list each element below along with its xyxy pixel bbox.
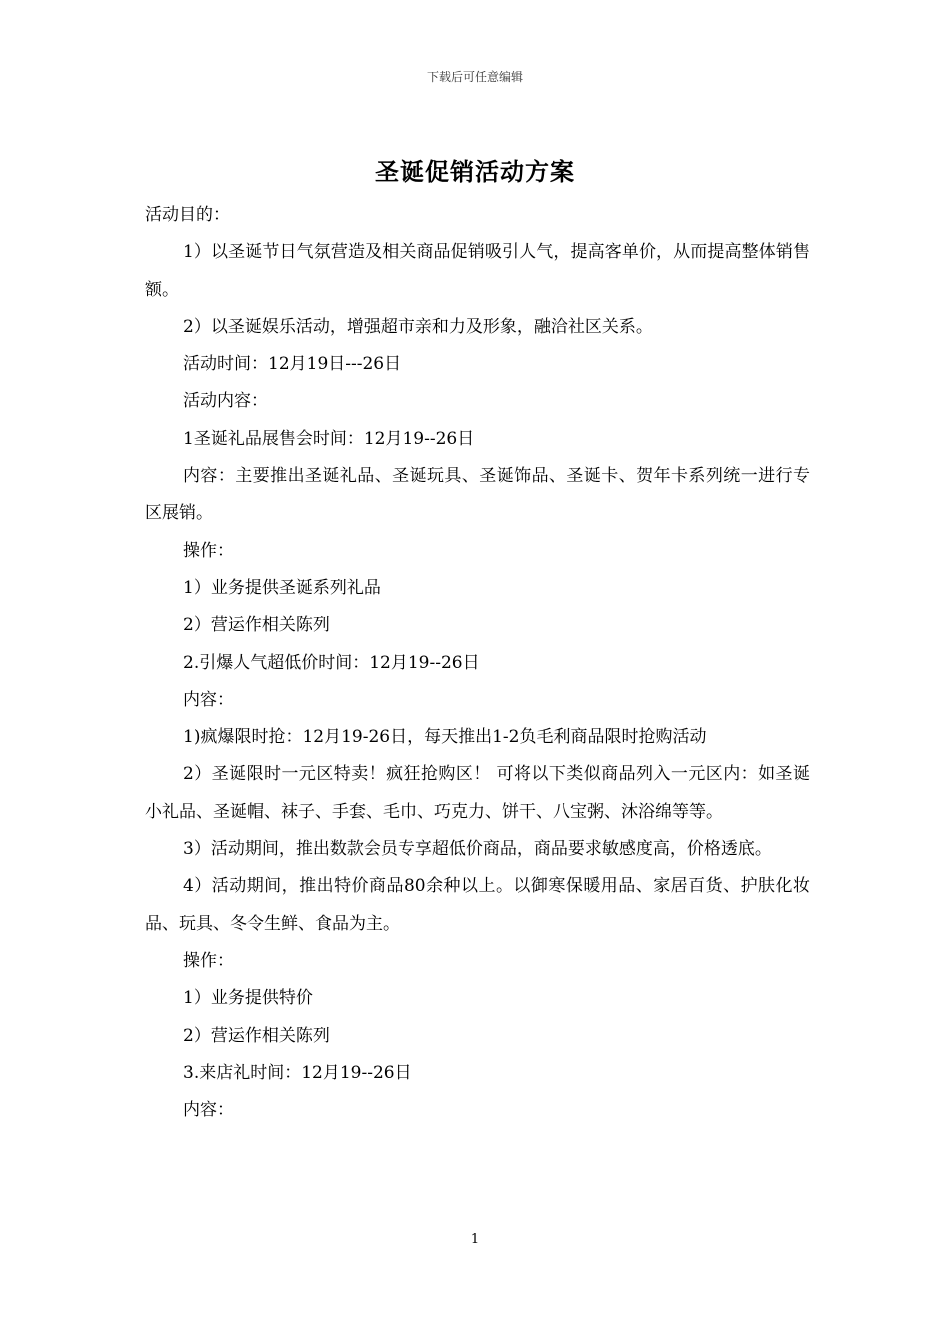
paragraph: 操作：: [183, 950, 234, 971]
paragraph: 活动内容：: [183, 391, 268, 412]
paragraph: 4）活动期间，推出特价商品80余种以上。以御寒保暖用品、家居百货、护肤化妆品、玩具、冬令生鲜、食品为主。: [145, 876, 810, 934]
paragraph: 3.来店礼时间：12月19--26日: [183, 1062, 412, 1083]
document-body: [145, 197, 810, 1129]
document-title: 圣诞促销活动方案: [375, 157, 575, 186]
paragraph: 内容：主要推出圣诞礼品、圣诞玩具、圣诞饰品、圣诞卡、贺年卡系列统一进行专区展销。: [145, 466, 810, 524]
paragraph: 1）业务提供特价: [183, 988, 313, 1009]
paragraph: 1）以圣诞节日气氛营造及相关商品促销吸引人气，提高客单价，从而提高整体销售额。: [145, 242, 810, 300]
paragraph: 3）活动期间，推出数款会员专享超低价商品，商品要求敏感度高，价格透底。: [183, 839, 772, 860]
paragraph: 1）业务提供圣诞系列礼品: [183, 577, 381, 598]
paragraph: 内容：: [183, 1100, 234, 1121]
paragraph: 内容：: [183, 689, 234, 710]
paragraph: 2.引爆人气超低价时间：12月19--26日: [183, 652, 480, 673]
paragraph: 1)疯爆限时抢：12月19-26日，每天推出1-2负毛利商品限时抢购活动: [183, 727, 707, 748]
header-note: 下载后可任意编辑: [426, 70, 523, 84]
paragraph: 操作：: [183, 540, 234, 561]
paragraph: 1圣诞礼品展售会时间：12月19--26日: [183, 428, 475, 449]
paragraph: 2）营运作相关陈列: [183, 1025, 330, 1046]
page-number: 1: [470, 1232, 480, 1247]
paragraph: 2）圣诞限时一元区特卖！疯狂抢购区！ 可将以下类似商品列入一元区内：如圣诞小礼品、圣诞帽、袜子、手套、毛巾、巧克力、饼干、八宝粥、沐浴绵等等。: [145, 764, 810, 822]
paragraph: 2）以圣诞娱乐活动，增强超市亲和力及形象，融洽社区关系。: [183, 316, 653, 337]
paragraph: 2）营运作相关陈列: [183, 615, 330, 636]
paragraph: 活动目的：: [145, 205, 230, 225]
paragraph: 活动时间：12月19日---26日: [183, 354, 402, 375]
